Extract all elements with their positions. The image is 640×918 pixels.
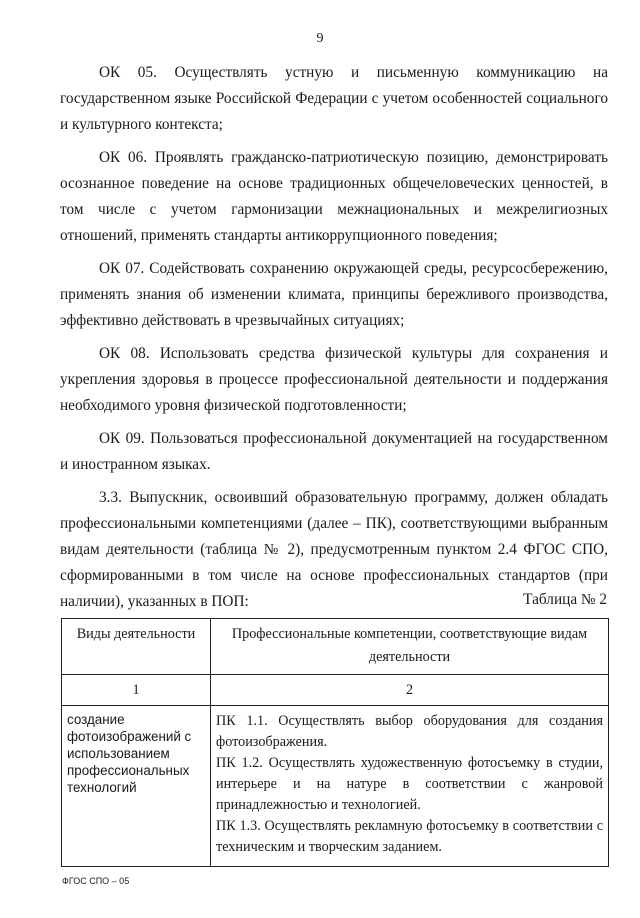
paragraph-ok-07: ОК 07. Содействовать сохранению окружающей среды, ресурсосбережению, применять знания об изменении климата, принципы бережливого производства, эффективно действовать в чрезвычайных ситуациях; xyxy=(60,260,608,329)
table-header-row xyxy=(62,619,609,675)
page-number: 9 xyxy=(316,31,324,46)
competence-table xyxy=(61,618,609,867)
column-number-2: 2 xyxy=(211,675,609,706)
table-caption: Таблица № 2 xyxy=(523,591,607,608)
paragraph-ok-08: ОК 08. Использовать средства физической культуры для сохранения и укрепления здоровья в процессе профессиональной деятельности и поддержания необходимого уровня физической подготовленности; xyxy=(60,345,608,414)
activity-cell: создание фотоизображений с использованием профессиональных технологий xyxy=(62,706,211,867)
table-row xyxy=(62,706,609,867)
paragraph-ok-06: ОК 06. Проявлять гражданско-патриотическую позицию, демонстрировать осознанное поведение на основе традиционных общечеловеческих ценностей, в том числе с учетом гармонизации межнациональных и межрелигиозных отношений, применять стандарты антикоррупционного поведения; xyxy=(60,149,608,244)
competence-pk-1-2: ПК 1.2. Осуществлять художественную фотосъемку в студии, интерьере и на натуре в соответствии с жанровой принадлежностью и технологией. xyxy=(216,755,603,813)
competence-pk-1-3: ПК 1.3. Осуществлять рекламную фотосъемку в соответствии с техническим и творческим заданием. xyxy=(216,818,603,855)
document-body xyxy=(60,60,608,622)
paragraph-ok-05: ОК 05. Осуществлять устную и письменную коммуникацию на государственном языке Российской Федерации с учетом особенностей социального и культурного контекста; xyxy=(60,64,608,133)
column-number-1: 1 xyxy=(62,675,211,706)
table-number-row xyxy=(62,675,609,706)
header-activity: Виды деятельности xyxy=(62,619,211,675)
paragraph-ok-09: ОК 09. Пользоваться профессиональной документацией на государственном и иностранном языках. xyxy=(60,430,608,473)
paragraph-3-3: 3.3. Выпускник, освоивший образовательную программу, должен обладать профессиональными компетенциями (далее – ПК), соответствующими выбранным видам деятельности (таблица № 2), предусмотренным пунктом 2.4 ФГОС СПО, сформированными в том числе на основе профессиональных стандартов (при наличии), указанных в ПОП: xyxy=(60,489,608,610)
header-competences: Профессиональные компетенции, соответствующие видам деятельности xyxy=(211,619,609,675)
footer-label: ФГОС СПО – 05 xyxy=(62,876,130,886)
competences-cell xyxy=(211,706,609,867)
competence-pk-1-1: ПК 1.1. Осуществлять выбор оборудования для создания фотоизображения. xyxy=(216,713,603,750)
